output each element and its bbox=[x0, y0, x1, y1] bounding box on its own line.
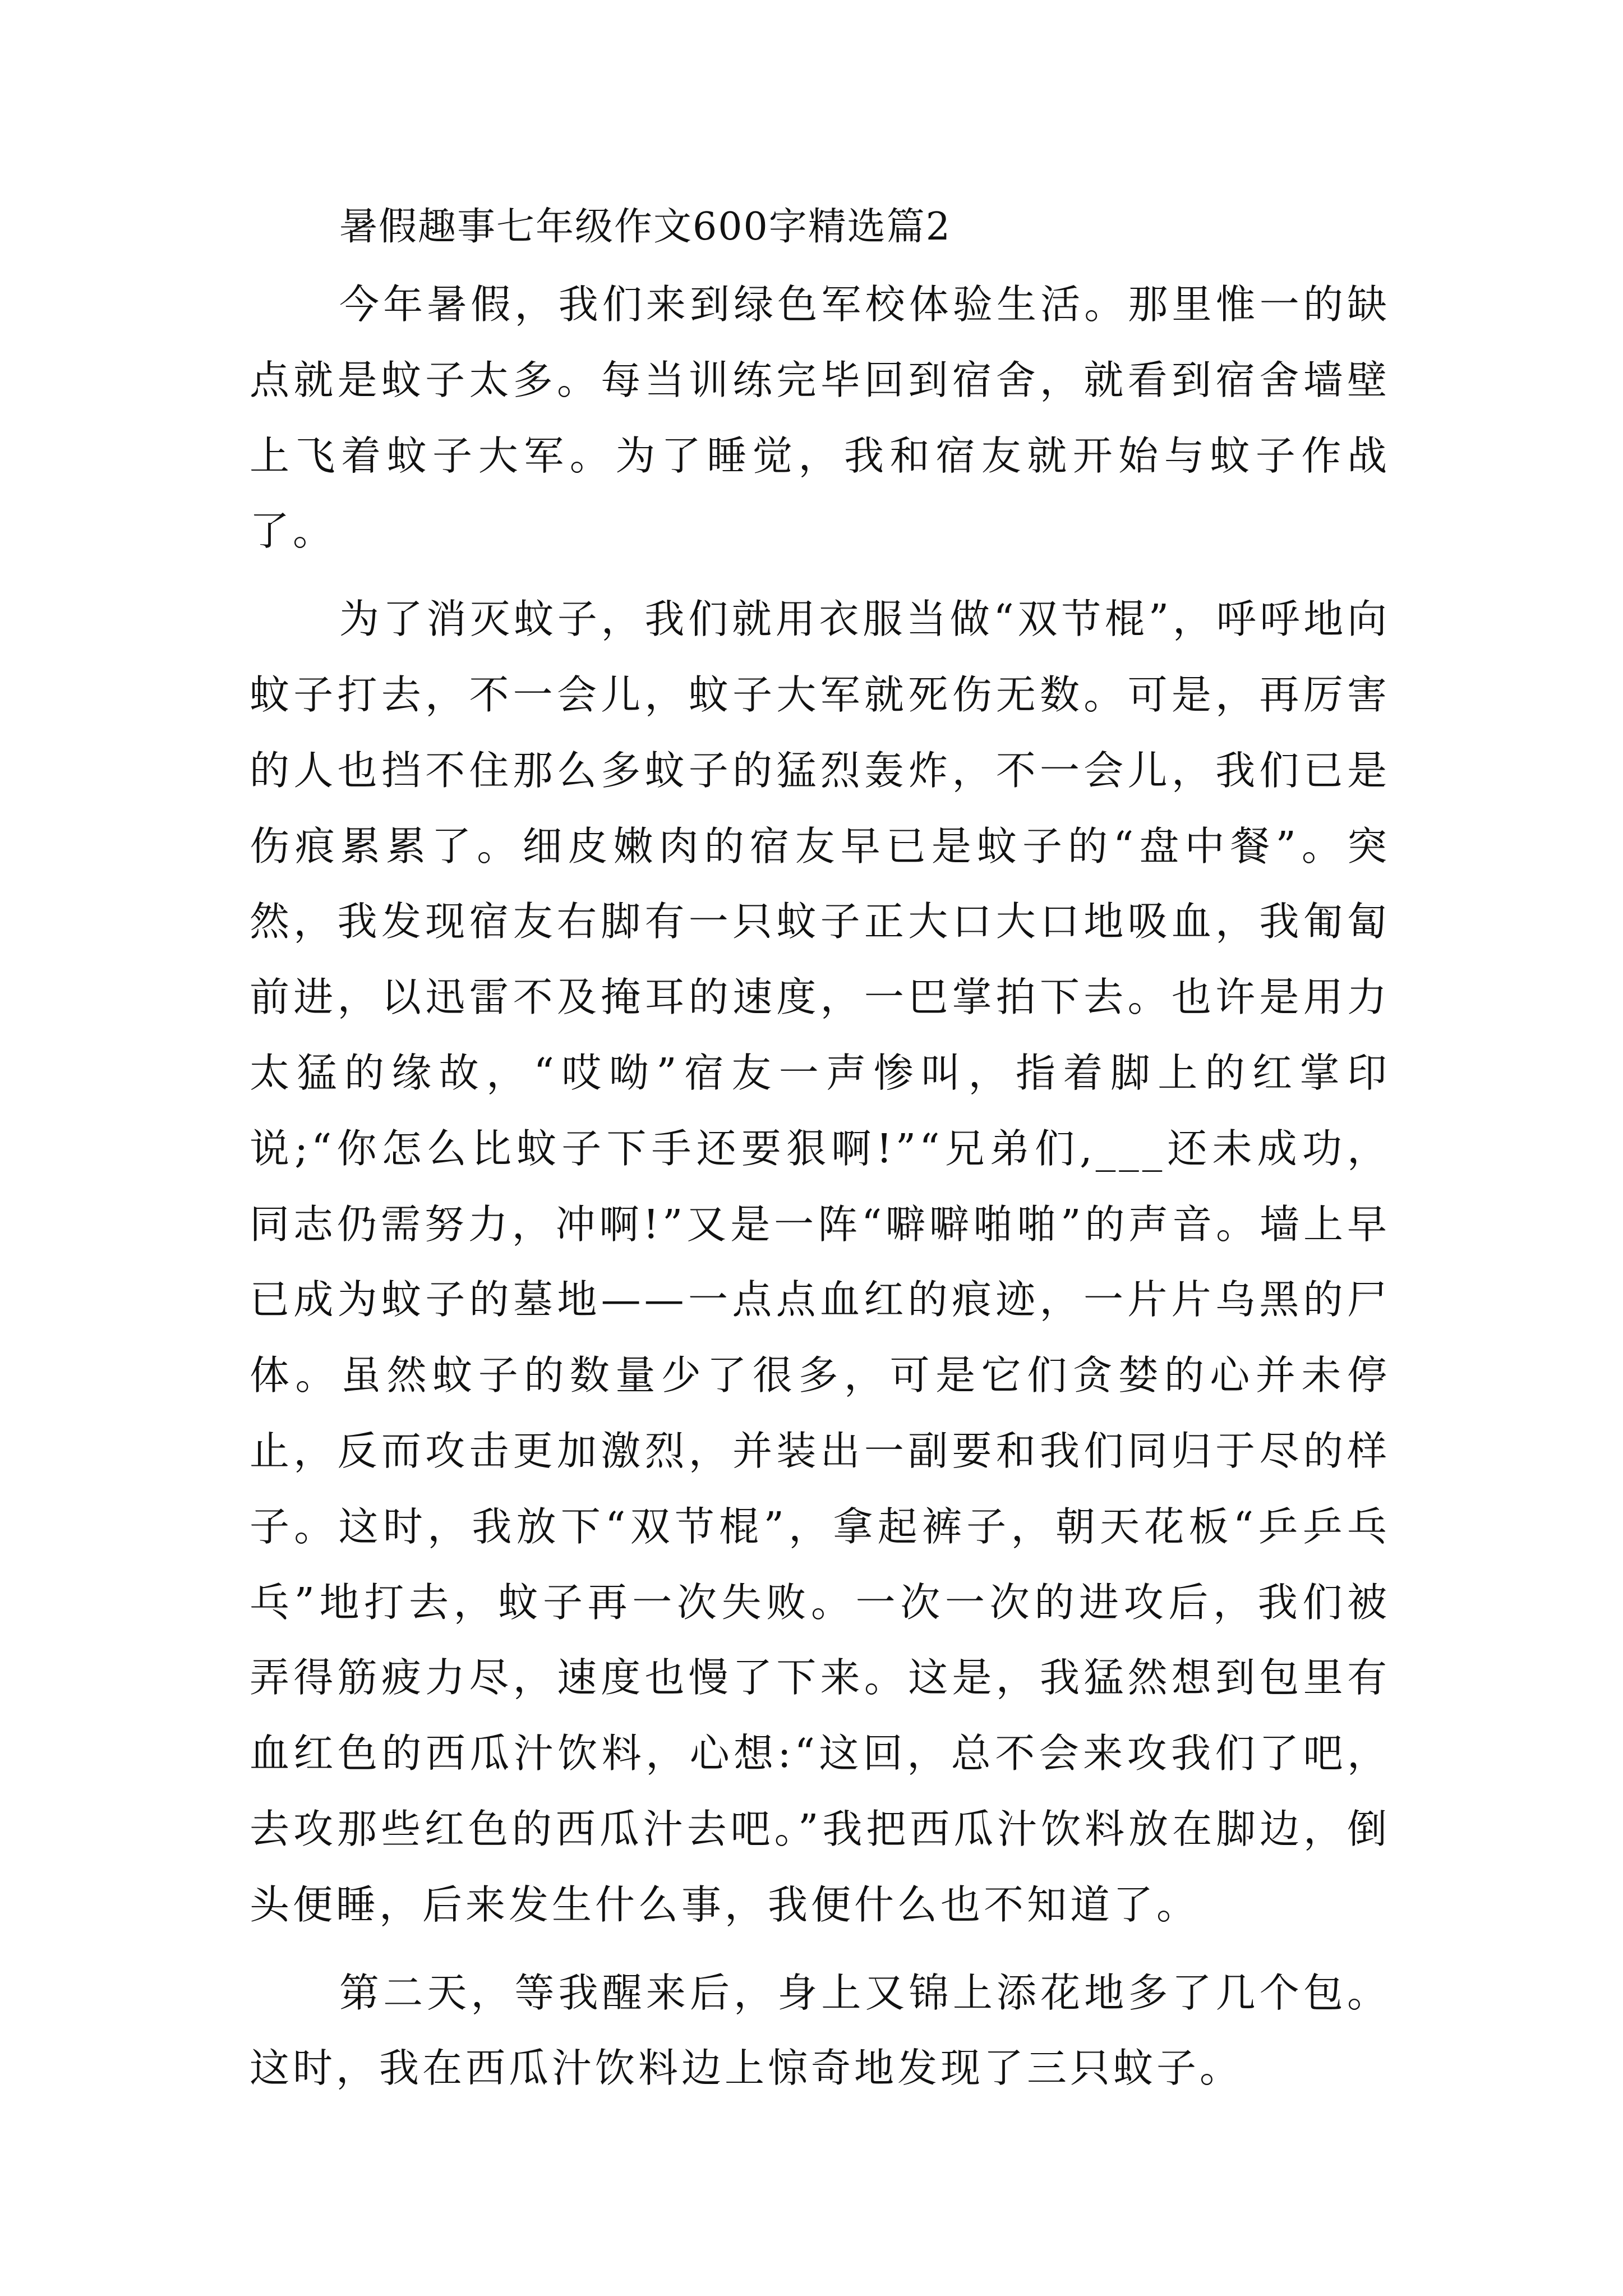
paragraph-3: 第二天，等我醒来后，身上又锦上添花地多了几个包。这时，我在西瓜汁饮料边上惊奇地发现了三只蚊子。 bbox=[250, 1969, 1390, 2092]
article-title: 暑假趣事七年级作文600字精选篇2 bbox=[339, 205, 952, 249]
paragraph-1: 今年暑假，我们来到绿色军校体验生活。那里惟一的缺点就是蚊子太多。每当训练完毕回到宿舍，就看到宿舍墙壁上飞着蚊子大军。为了睡觉，我和宿友就开始与蚊子作战了。 bbox=[250, 281, 1390, 555]
article-body bbox=[250, 191, 1390, 2106]
paragraph-2: 为了消灭蚊子，我们就用衣服当做“双节棍”，呼呼地向蚊子打去，不一会儿，蚊子大军就死伤无数。可是，再厉害的人也挡不住那么多蚊子的猛烈轰炸，不一会儿，我们已是伤痕累累了。细皮嫩肉的宿友早已是蚊子的“盘中餐”。突然，我发现宿友右脚有一只蚊子正大口大口地吸血，我匍匐前进，以迅雷不及掩耳的速度，一巴掌拍下去。也许是用力太猛的缘故，“哎呦”宿友一声惨叫，指着脚上的红掌印说;“你怎么比蚊子下手还要狠啊!”“兄弟们,___还未成功，同志仍需努力，冲啊!”又是一阵“噼噼啪啪”的声音。墙上早已成为蚊子的墓地——一点点血红的痕迹，一片片乌黑的尸体。虽然蚊子的数量少了很多，可是它们贪婪的心并未停止，反而攻击更加激烈，并装出一副要和我们同归于尽的样子。这时，我放下“双节棍”，拿起裤子，朝天花板“乒乒乓乓”地打去，蚊子再一次失败。一次一次的进攻后，我们被弄得筋疲力尽，速度也慢了下来。这是，我猛然想到包里有血红色的西瓜汁饮料，心想:“这回，总不会来攻我们了吧，去攻那些红色的西瓜汁去吧。”我把西瓜汁饮料放在脚边，倒头便睡，后来发生什么事，我便什么也不知道了。 bbox=[250, 596, 1390, 1928]
